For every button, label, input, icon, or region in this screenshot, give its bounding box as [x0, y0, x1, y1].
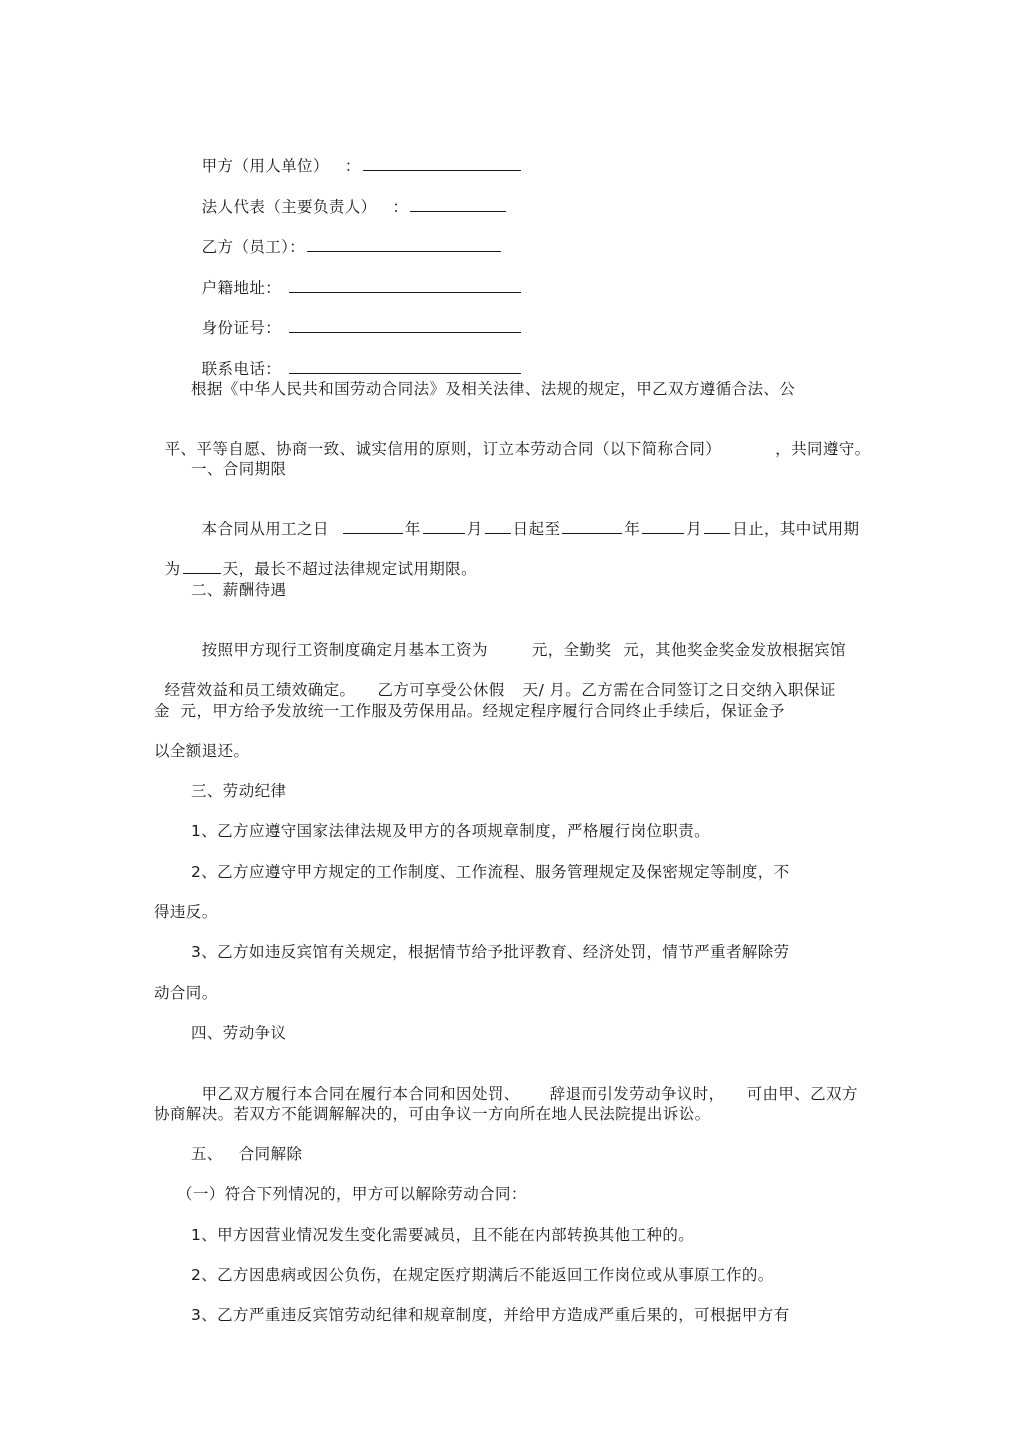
probation-days-blank[interactable] — [183, 559, 221, 574]
start-year-blank[interactable] — [343, 519, 403, 534]
end-year-blank[interactable] — [562, 519, 622, 534]
salary-line-4: 以全额退还。 — [154, 742, 250, 760]
salary-line-1: 按照甲方现行工资制度确定月基本工资为 元，全勤奖 元，其他奖金奖金发放根据宾馆 — [201, 641, 846, 659]
discipline-item-2-cont: 得违反。 — [154, 903, 218, 921]
dispute-line-1: 甲乙双方履行本合同在履行本合同和因处罚、 辞退而引发劳动争议时， 可由甲、乙双方 — [201, 1085, 858, 1103]
termination-item-3: 3、乙方严重违反宾馆劳动纪律和规章制度，并给甲方造成严重后果的，可根据甲方有 — [191, 1306, 790, 1324]
section-1-title: 一、合同期限 — [191, 460, 287, 478]
termination-subheading: （一）符合下列情况的，甲方可以解除劳动合同： — [177, 1185, 527, 1203]
household-line — [191, 258, 523, 298]
section-3-title: 三、劳动纪律 — [191, 782, 287, 800]
termination-item-2: 2、乙方因患病或因公负伤，在规定医疗期满后不能返回工作岗位或从事原工作的。 — [191, 1266, 774, 1284]
start-day-blank[interactable] — [485, 519, 511, 534]
legal-rep-blank[interactable] — [410, 197, 506, 212]
party-a-label: 甲方（用人单位） ： — [201, 157, 361, 175]
id-number-blank[interactable] — [289, 318, 521, 333]
term-line: 本合同从用工之日 年 月 日起至 年 月 日止，其中试用期 — [201, 520, 860, 538]
discipline-item-2: 2、乙方应遵守甲方规定的工作制度、工作流程、服务管理规定及保密规定等制度，不 — [191, 863, 790, 881]
intro-line-2: 平、平等自愿、协商一致、诚实信用的原则，订立本劳动合同（以下简称合同） ，共同遵守。 — [164, 440, 871, 458]
discipline-item-1: 1、乙方应遵守国家法律法规及甲方的各项规章制度，严格履行岗位职责。 — [191, 822, 711, 840]
id-number-label: 身份证号： — [201, 319, 282, 337]
section-4-title: 四、劳动争议 — [191, 1024, 287, 1042]
section-5-title: 五、 合同解除 — [191, 1145, 303, 1163]
party-b-blank[interactable] — [307, 237, 501, 252]
phone-blank[interactable] — [289, 359, 521, 374]
party-a-blank[interactable] — [363, 156, 521, 171]
legal-rep-line — [191, 177, 508, 217]
termination-item-1: 1、甲方因营业情况发生变化需要减员，且不能在内部转换其他工种的。 — [191, 1226, 695, 1244]
salary-line-3: 金 元，甲方给予发放统一工作服及劳保用品。经规定程序履行合同终止手续后，保证金予 — [154, 702, 785, 720]
household-label: 户籍地址： — [201, 279, 282, 297]
section-2-title: 二、薪酬待遇 — [191, 581, 287, 599]
intro-line-1: 根据《中华人民共和国劳动合同法》及相关法律、法规的规定，甲乙双方遵循合法、公 — [191, 380, 796, 398]
party-b-line — [191, 217, 503, 257]
phone-label: 联系电话： — [201, 360, 282, 378]
phone-line — [191, 339, 523, 379]
end-day-blank[interactable] — [704, 519, 730, 534]
discipline-item-3-cont: 动合同。 — [154, 984, 218, 1002]
discipline-item-3: 3、乙方如违反宾馆有关规定，根据情节给予批评教育、经济处罚，情节严重者解除劳 — [191, 943, 790, 961]
dispute-line-2: 协商解决。若双方不能调解解决的，可由争议一方向所在地人民法院提出诉讼。 — [154, 1105, 711, 1123]
probation-line: 为 天，最长不超过法律规定试用期限。 — [164, 560, 477, 578]
party-b-label: 乙方（员工）： — [201, 238, 306, 256]
salary-line-2: 经营效益和员工绩效确定。 乙方可享受公休假 天/ 月。乙方需在合同签订之日交纳入职保证 — [164, 681, 836, 699]
legal-rep-label: 法人代表（主要负责人） ： — [201, 198, 409, 216]
party-a-line — [191, 136, 523, 176]
household-blank[interactable] — [289, 278, 521, 293]
start-month-blank[interactable] — [423, 519, 465, 534]
end-month-blank[interactable] — [642, 519, 684, 534]
id-number-line — [191, 298, 523, 338]
